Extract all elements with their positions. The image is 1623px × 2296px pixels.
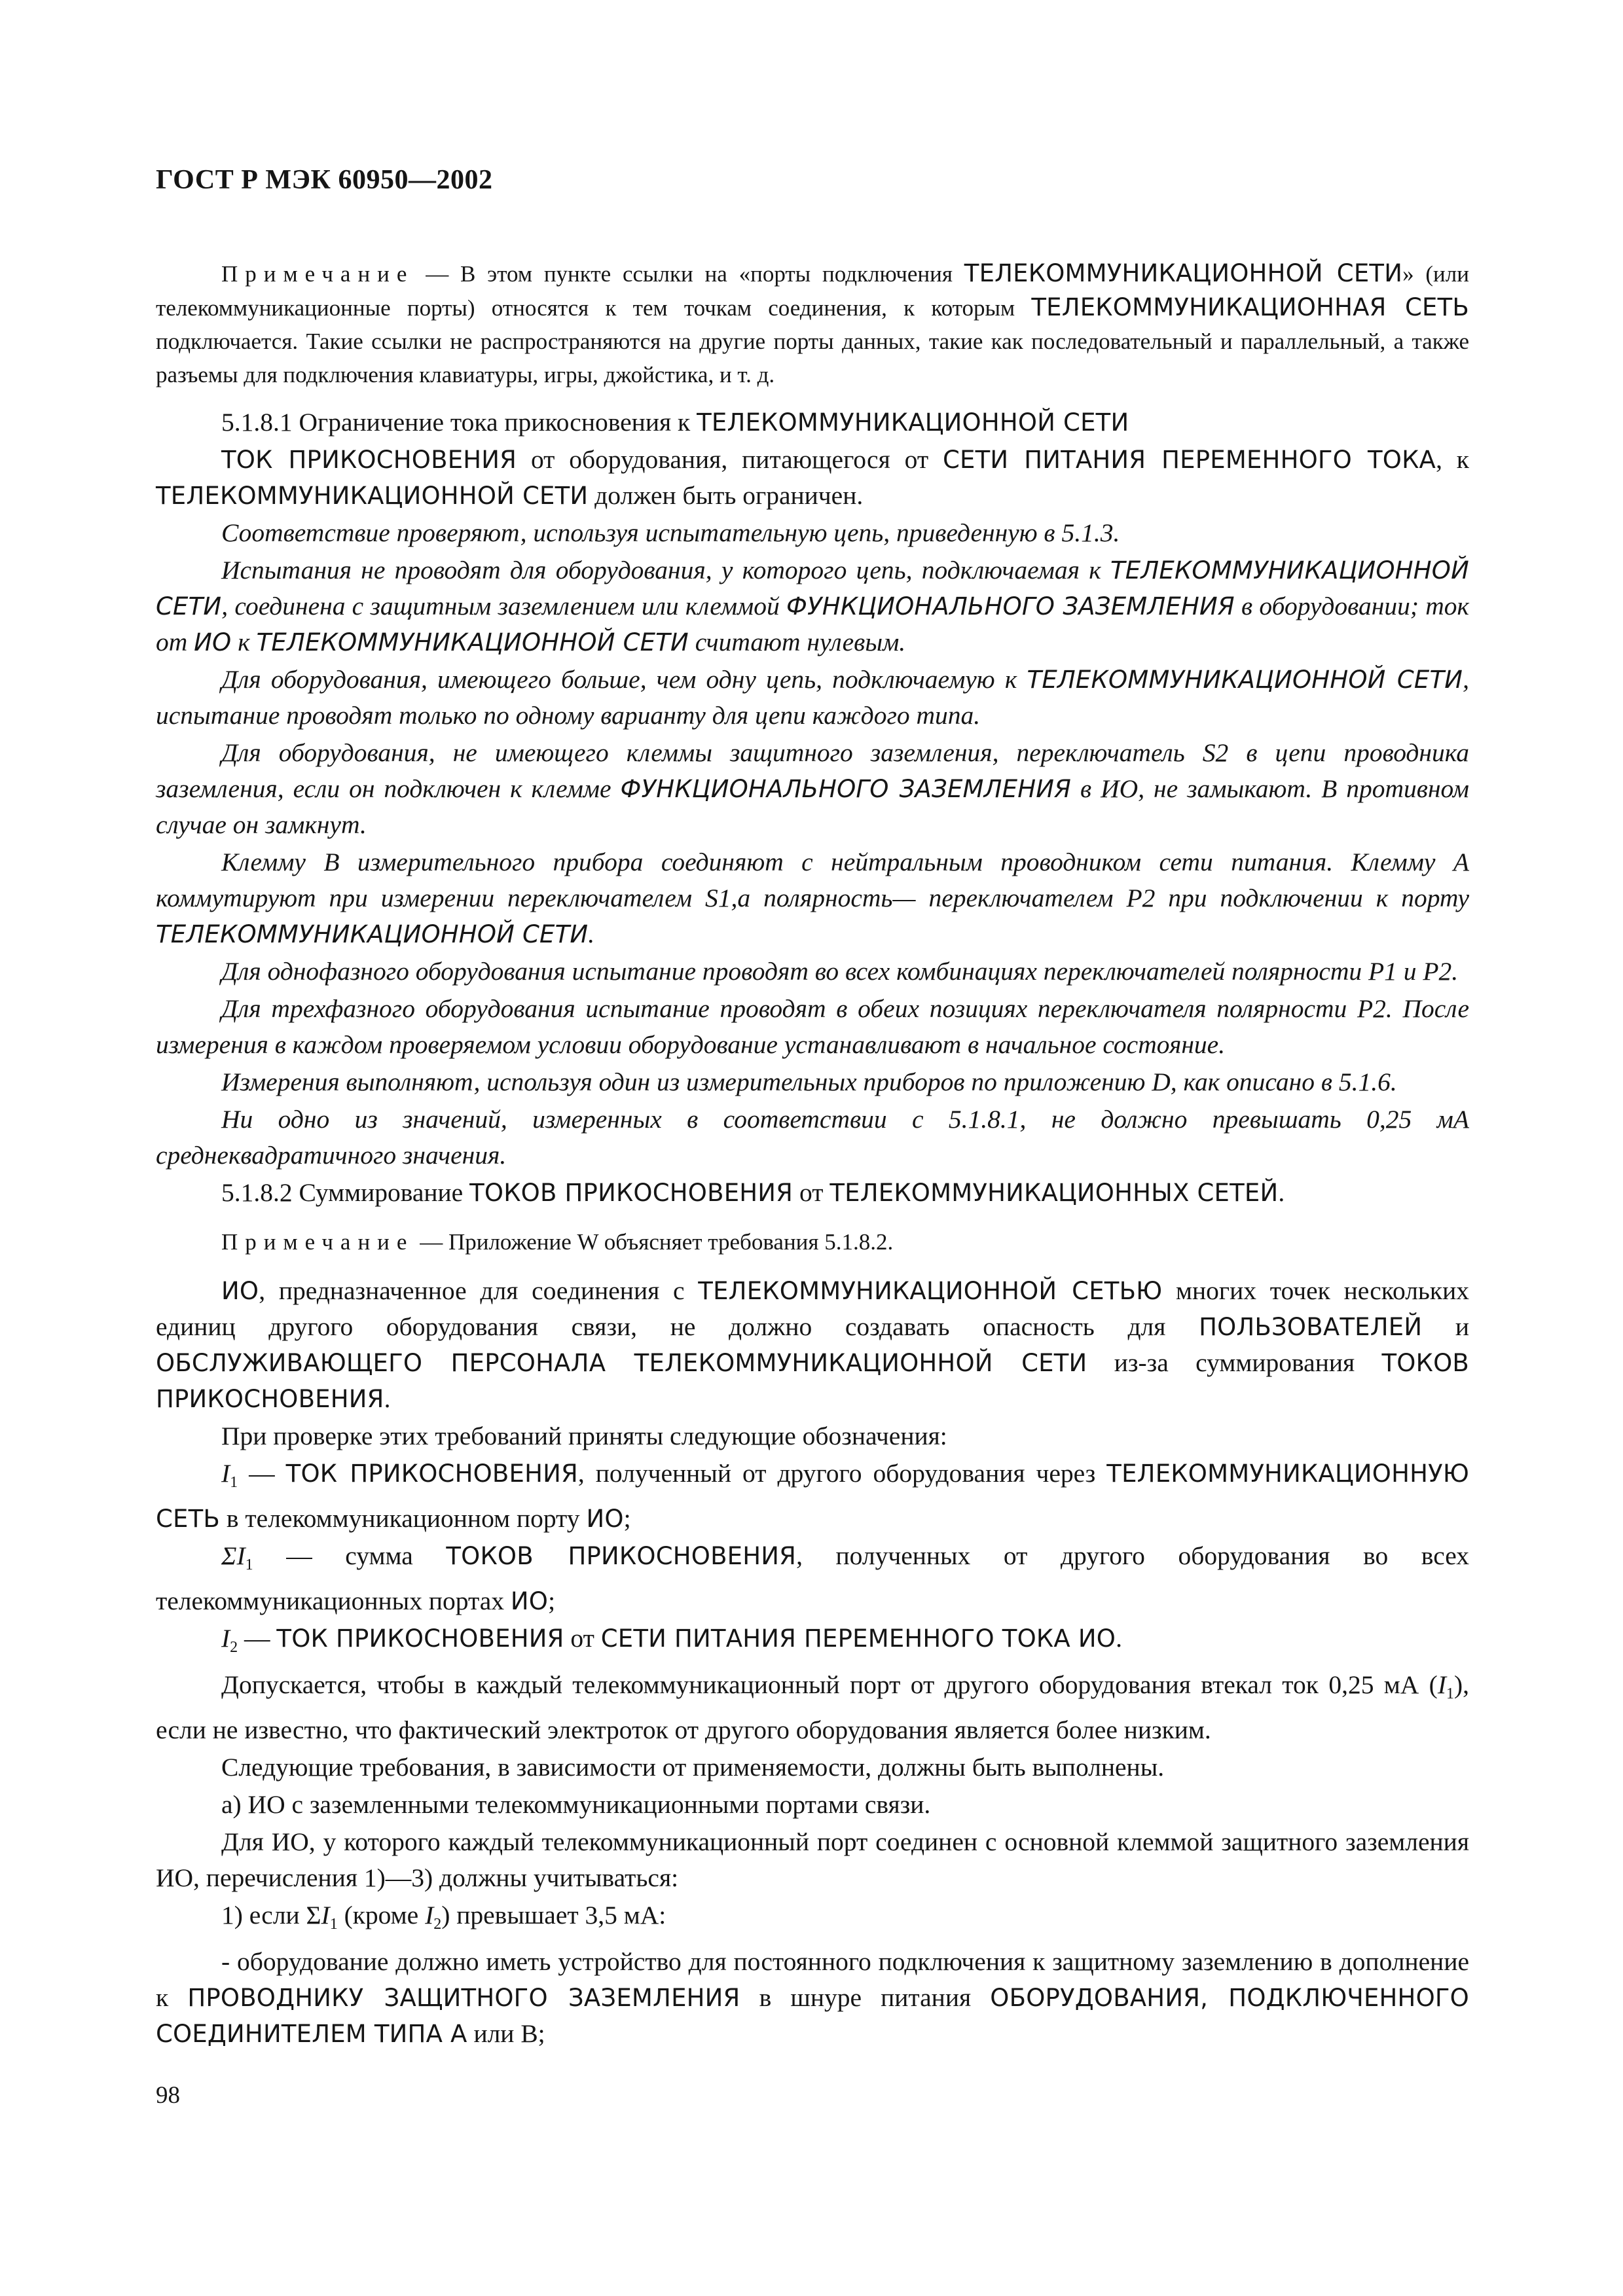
- paragraph: Следующие требования, в зависимости от применяемости, должны быть выполнены.: [221, 1753, 1165, 1782]
- note-2: Примечание — Приложение W объясняет требования 5.1.8.2.: [221, 1229, 894, 1255]
- definition-i2: $I_2$ — ТОК ПРИКОСНОВЕНИЯ от СЕТИ ПИТАНИЯ ПЕРЕМЕННОГО ТОКА ИО.: [221, 1624, 1122, 1657]
- definition-sum-i1: $\Sigma I_1$ — сумма ТОКОВ ПРИКОСНОВЕНИЯ, полученных от другого оборудования во всех телекоммуникационных портах ИО;: [156, 1541, 1470, 1616]
- section-5-1-8-1-heading: 5.1.8.1 Ограничение тока прикосновения к ТЕЛЕКОММУНИКАЦИОННОЙ СЕТИ: [221, 408, 1129, 437]
- paragraph: Клемму В измерительного прибора соединяют с нейтральным проводником сети питания. Клемму А коммутируют при измерении переключателем S1,а полярность— переключателем P2 при подключении к порту ТЕЛЕКОММУНИКАЦИОННОЙ СЕТИ.: [156, 848, 1469, 949]
- paragraph: а) ИО с заземленными телекоммуникационными портами связи.: [221, 1790, 931, 1820]
- paragraph: Для оборудования, не имеющего клеммы защитного заземления, переключатель S2 в цепи проводника заземления, если он подключен к клемме ФУНКЦИОНАЛЬНОГО ЗАЗЕМЛЕНИЯ в ИО, не замыкают. В противном случае он замкнут.: [156, 738, 1469, 840]
- paragraph: Для трехфазного оборудования испытание проводят в обеих позициях переключателя полярности Р2. После измерения в каждом проверяемом условии оборудование устанавливают в начальное состояние.: [156, 994, 1469, 1060]
- paragraph: Допускается, чтобы в каждый телекоммуникационный порт от другого оборудования втекал ток 0,25 мА $(I_1)$, если не известно, что фактический электроток от другого оборудования является более низким.: [156, 1670, 1469, 1745]
- note-label: Примечание: [221, 261, 414, 287]
- paragraph: Для ИО, у которого каждый телекоммуникационный порт соединен с основной клеммой защитного заземления ИО, перечисления 1)—3) должны учитываться:: [156, 1827, 1469, 1893]
- definition-i1: $I_1$ — ТОК ПРИКОСНОВЕНИЯ, полученный от другого оборудования через ТЕЛЕКОММУНИКАЦИОННУЮ СЕТЬ в телекоммуникационном порту ИО;: [156, 1459, 1470, 1534]
- page-number: 98: [156, 2082, 180, 2109]
- list-item-1: 1) если $\Sigma I_1$ (кроме $I_2$) превышает 3,5 мА:: [221, 1901, 666, 1933]
- paragraph: - оборудование должно иметь устройство для постоянного подключения к защитному заземлению в дополнение к ПРОВОДНИКУ ЗАЩИТНОГО ЗАЗЕМЛЕНИЯ в шнуре питания ОБОРУДОВАНИЯ, ПОДКЛЮЧЕННОГО СОЕДИНИТЕЛЕМ ТИПА А или В;: [156, 1947, 1469, 2049]
- paragraph: Соответствие проверяют, используя испытательную цепь, приведенную в 5.1.3.: [221, 518, 1120, 548]
- paragraph: ИО, предназначенное для соединения с ТЕЛЕКОММУНИКАЦИОННОЙ СЕТЬЮ многих точек нескольких единиц другого оборудования связи, не должно создавать опасность для ПОЛЬЗОВАТЕЛЕЙ и ОБСЛУЖИВАЮЩЕГО ПЕРСОНАЛА ТЕЛЕКОММУНИКАЦИОННОЙ СЕТИ из-за суммирования ТОКОВ ПРИКОСНОВЕНИЯ.: [156, 1276, 1469, 1414]
- paragraph: Ни одно из значений, измеренных в соответствии с 5.1.8.1, не должно превышать 0,25 мА среднеквадратичного значения.: [156, 1105, 1469, 1170]
- note-1: Примечание — В этом пункте ссылки на «порты подключения ТЕЛЕКОММУНИКАЦИОННОЙ СЕТИ» (или телекоммуникационные порты) относятся к тем точкам соединения, к которым ТЕЛЕКОММУНИКАЦИОННАЯ СЕТЬ подключается. Такие ссылки не распространяются на другие порты данных, такие как последовательный и параллельный, а также разъемы для подключения клавиатуры, игры, джойстика, и т. д.: [156, 259, 1469, 388]
- paragraph: Для оборудования, имеющего больше, чем одну цепь, подключаемую к ТЕЛЕКОММУНИКАЦИОННОЙ СЕТИ, испытание проводят только по одному варианту для цепи каждого типа.: [156, 665, 1469, 730]
- document-header: ГОСТ Р МЭК 60950—2002: [156, 165, 493, 195]
- paragraph: ТОК ПРИКОСНОВЕНИЯ от оборудования, питающегося от СЕТИ ПИТАНИЯ ПЕРЕМЕННОГО ТОКА, к ТЕЛЕКОММУНИКАЦИОННОЙ СЕТИ должен быть ограничен.: [156, 445, 1469, 511]
- paragraph: Для однофазного оборудования испытание проводят во всех комбинациях переключателей полярности Р1 и Р2.: [221, 957, 1459, 986]
- paragraph: Измерения выполняют, используя один из измерительных приборов по приложению D, как описано в 5.1.6.: [221, 1067, 1397, 1097]
- section-5-1-8-2-heading: 5.1.8.2 Суммирование ТОКОВ ПРИКОСНОВЕНИЯ от ТЕЛЕКОММУНИКАЦИОННЫХ СЕТЕЙ.: [221, 1178, 1285, 1208]
- note-label: Примечание: [221, 1229, 414, 1255]
- paragraph: Испытания не проводят для оборудования, у которого цепь, подключаемая к ТЕЛЕКОММУНИКАЦИОННОЙ СЕТИ, соединена с защитным заземлением или клеммой ФУНКЦИОНАЛЬНОГО ЗАЗЕМЛЕНИЯ в оборудовании; ток от ИО к ТЕЛЕКОММУНИКАЦИОННОЙ СЕТИ считают нулевым.: [156, 556, 1469, 657]
- paragraph: При проверке этих требований приняты следующие обозначения:: [221, 1422, 947, 1451]
